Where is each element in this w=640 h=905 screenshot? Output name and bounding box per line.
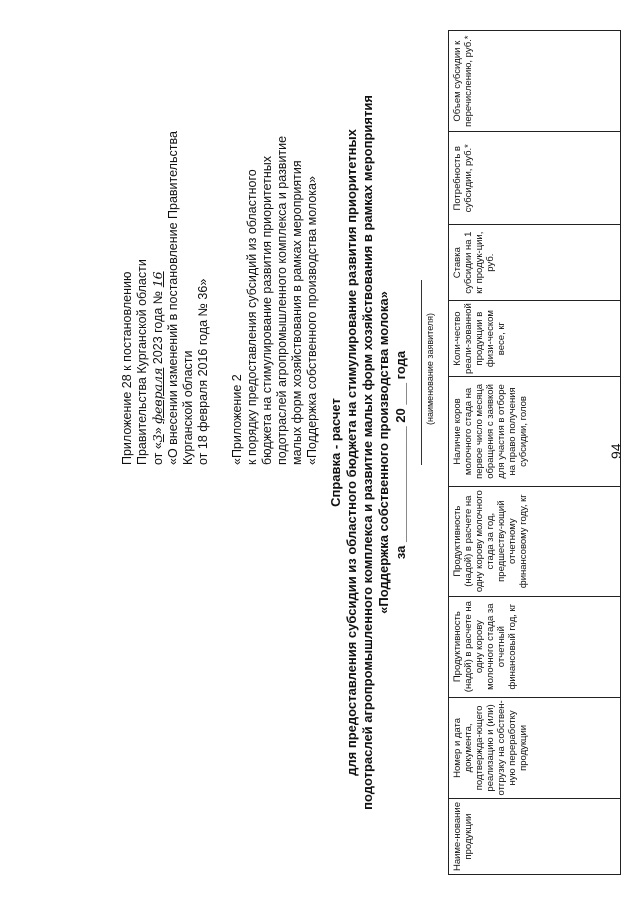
column-header-cows: Наличие коров молочного стада на первое число месяца обращения с заявкой для участия в отборе на право получения субсидии, голов (449, 377, 621, 487)
table-header-row (449, 31, 621, 875)
title-line: Справка - расчет (328, 398, 343, 507)
appendix-line: «О внесении изменений в постановление Правительства (166, 131, 180, 465)
column-header-need: Потребность в субсидии, руб.* (449, 132, 621, 225)
document-title (328, 30, 392, 875)
appendix2-header (230, 25, 320, 465)
column-header-amount: Объем субсидии к перечислению, руб.* (449, 31, 621, 132)
appendix2-line: «Приложение 2 (230, 374, 244, 465)
handwritten-day: 3 (150, 434, 165, 443)
appendix2-line: «Поддержка собственного производства молока» (305, 176, 319, 465)
title-line: «Поддержка собственного производства молока» (376, 291, 391, 614)
calculation-table (448, 30, 621, 875)
column-header-yield-report: Продуктивность (надой) в расчете на одну корову молочного стада за отчетный финансовый год, кг (449, 596, 621, 697)
applicant-underline (421, 280, 422, 465)
date-mid: » (151, 423, 165, 435)
appendix2-line: малых форм хозяйствования в рамках мероприятия (290, 160, 304, 465)
column-header-yield-prev: Продуктивность (надой) в расчете на одну корову молочного стада за год, предшеству-ющий отчетному финансовому году, кг (449, 486, 621, 596)
date-year: 2023 года № (151, 290, 165, 368)
title-line: для предоставления субсидии из областного бюджета на стимулирование развития приоритетных (344, 129, 359, 776)
applicant-caption-text: (наименование заявителя) (425, 312, 435, 425)
period-line: за ________________ 20 ___ года (393, 350, 408, 560)
applicant-caption (425, 313, 435, 425)
appendix-line: Правительства Курганской области (135, 259, 149, 465)
page-number: 94 (608, 443, 624, 459)
appendix-header (120, 25, 211, 465)
appendix-line: Курганской области (181, 350, 195, 465)
date-prefix: от « (151, 442, 165, 465)
column-header-document: Номер и дата документа, подтвержда-ющего реализацию и (или) отгрузку на собствен-ную переработку продукции (449, 697, 621, 798)
column-header-product: Наиме-нование продукции (449, 799, 621, 875)
appendix-date-line (150, 25, 166, 465)
handwritten-number: 16 (150, 271, 165, 288)
appendix2-line: к порядку предоставления субсидий из областного (245, 169, 259, 465)
appendix2-line: бюджета на стимулирование развития приоритетных (260, 155, 274, 465)
title-line: подотраслей агропромышленного комплекса и развитие малых форм хозяйствования в рамках мероприятия (360, 95, 375, 810)
column-header-quantity: Коли-чество реали-зованной продукции в физи-ческом весе, кг (449, 301, 621, 377)
appendix-line: Приложение 28 к постановлению (120, 271, 134, 465)
column-header-rate: Ставка субсидии на 1 кг продук-ции, руб. (449, 225, 621, 301)
handwritten-month: февраля (150, 367, 165, 424)
appendix-line: от 18 февраля 2016 года № 36» (196, 278, 210, 465)
appendix2-line: подотраслей агропромышленного комплекса и развитие (275, 135, 289, 465)
